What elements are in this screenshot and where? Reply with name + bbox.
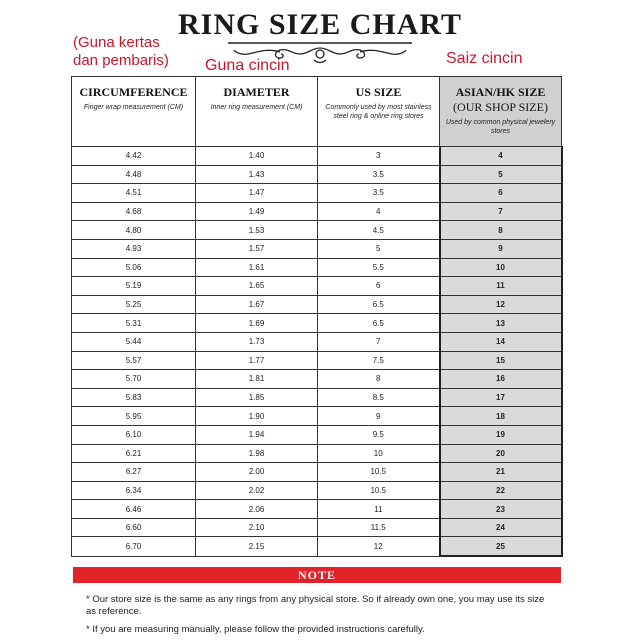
cell-circumference: 4.93: [72, 239, 196, 258]
annotation-use-ring: Guna cincin: [205, 57, 290, 74]
table-header-row: [72, 77, 562, 147]
cell-diameter: 2.06: [196, 500, 318, 519]
cell-circumference: 6.27: [72, 463, 196, 482]
cell-asian-size: 10: [440, 258, 562, 277]
cell-asian-size: 20: [440, 444, 562, 463]
table-row: [72, 481, 562, 500]
cell-diameter: 1.77: [196, 351, 318, 370]
header-asian-size-sub: (OUR SHOP SIZE): [453, 100, 548, 114]
cell-diameter: 2.10: [196, 518, 318, 537]
cell-asian-size: 23: [440, 500, 562, 519]
cell-us-size: 7.5: [318, 351, 440, 370]
cell-circumference: 5.06: [72, 258, 196, 277]
table-row: [72, 518, 562, 537]
header-diameter-desc: Inner ring measurement (CM): [210, 104, 303, 111]
cell-asian-size: 4: [440, 147, 562, 166]
header-us-size: [318, 77, 440, 147]
table-row: [72, 463, 562, 482]
cell-asian-size: 12: [440, 295, 562, 314]
cell-us-size: 8: [318, 370, 440, 389]
cell-circumference: 5.19: [72, 277, 196, 296]
cell-diameter: 1.40: [196, 147, 318, 166]
cell-asian-size: 5: [440, 165, 562, 184]
annotation-ring-size: Saiz cincin: [446, 50, 523, 67]
cell-asian-size: 13: [440, 314, 562, 333]
table-row: [72, 147, 562, 166]
cell-us-size: 11: [318, 500, 440, 519]
annotation-paper-ruler: [73, 34, 169, 70]
cell-diameter: 1.67: [196, 295, 318, 314]
cell-us-size: 9.5: [318, 425, 440, 444]
table-row: [72, 332, 562, 351]
cell-us-size: 6.5: [318, 314, 440, 333]
cell-us-size: 3.5: [318, 184, 440, 203]
cell-us-size: 6.5: [318, 295, 440, 314]
cell-diameter: 1.98: [196, 444, 318, 463]
cell-circumference: 6.70: [72, 537, 196, 556]
table-row: [72, 388, 562, 407]
header-us-size-title: US SIZE: [355, 85, 402, 99]
cell-asian-size: 17: [440, 388, 562, 407]
cell-asian-size: 24: [440, 518, 562, 537]
table-row: [72, 165, 562, 184]
annotation-paper-ruler-text: (Guna kertas dan pembaris): [73, 34, 169, 69]
page-title: RING SIZE CHART: [177, 8, 462, 41]
cell-circumference: 4.42: [72, 147, 196, 166]
cell-diameter: 1.69: [196, 314, 318, 333]
cell-us-size: 12: [318, 537, 440, 556]
cell-circumference: 6.10: [72, 425, 196, 444]
table-row: [72, 239, 562, 258]
cell-circumference: 5.95: [72, 407, 196, 426]
header-us-size-desc: Commonly used by most stainless steel ring & online ring stores: [325, 104, 432, 120]
cell-asian-size: 19: [440, 425, 562, 444]
cell-asian-size: 6: [440, 184, 562, 203]
table-row: [72, 351, 562, 370]
cell-diameter: 1.49: [196, 202, 318, 221]
cell-diameter: 1.94: [196, 425, 318, 444]
cell-us-size: 11.5: [318, 518, 440, 537]
cell-asian-size: 18: [440, 407, 562, 426]
note-heading: NOTE: [73, 567, 561, 583]
cell-us-size: 3: [318, 147, 440, 166]
cell-us-size: 5: [318, 239, 440, 258]
cell-asian-size: 8: [440, 221, 562, 240]
cell-us-size: 4: [318, 202, 440, 221]
table-row: [72, 184, 562, 203]
header-asian-size-title: ASIAN/HK SIZE: [455, 85, 546, 99]
cell-asian-size: 25: [440, 537, 562, 556]
cell-diameter: 1.61: [196, 258, 318, 277]
cell-asian-size: 21: [440, 463, 562, 482]
header-asian-size-desc: Used by common physical jewelery stores: [445, 119, 556, 135]
cell-circumference: 5.57: [72, 351, 196, 370]
cell-diameter: 1.57: [196, 239, 318, 258]
cell-circumference: 5.31: [72, 314, 196, 333]
cell-diameter: 1.90: [196, 407, 318, 426]
cell-us-size: 6: [318, 277, 440, 296]
table-row: [72, 444, 562, 463]
note-list: [86, 594, 556, 642]
cell-us-size: 10.5: [318, 463, 440, 482]
cell-us-size: 4.5: [318, 221, 440, 240]
table-row: [72, 537, 562, 556]
header-diameter: [196, 77, 318, 147]
note-line-1: * Our store size is the same as any rings from any physical store. So if already own one, you may use its size as reference.: [86, 594, 545, 617]
ring-size-table: [71, 76, 563, 557]
cell-circumference: 6.46: [72, 500, 196, 519]
cell-us-size: 10: [318, 444, 440, 463]
table-row: [72, 295, 562, 314]
cell-diameter: 2.00: [196, 463, 318, 482]
cell-diameter: 1.81: [196, 370, 318, 389]
cell-diameter: 1.53: [196, 221, 318, 240]
cell-asian-size: 11: [440, 277, 562, 296]
table-row: [72, 314, 562, 333]
header-circumference-desc: Finger wrap measurement (CM): [83, 104, 184, 111]
cell-asian-size: 14: [440, 332, 562, 351]
cell-us-size: 8.5: [318, 388, 440, 407]
cell-circumference: 6.34: [72, 481, 196, 500]
cell-circumference: 5.70: [72, 370, 196, 389]
cell-circumference: 5.25: [72, 295, 196, 314]
table-row: [72, 258, 562, 277]
cell-circumference: 5.83: [72, 388, 196, 407]
table-row: [72, 221, 562, 240]
table-row: [72, 277, 562, 296]
cell-circumference: 6.21: [72, 444, 196, 463]
cell-diameter: 1.73: [196, 332, 318, 351]
cell-us-size: 5.5: [318, 258, 440, 277]
cell-asian-size: 15: [440, 351, 562, 370]
header-asian-size: [440, 77, 562, 147]
cell-circumference: 4.51: [72, 184, 196, 203]
table-row: [72, 425, 562, 444]
table-row: [72, 370, 562, 389]
cell-diameter: 2.15: [196, 537, 318, 556]
table-row: [72, 407, 562, 426]
cell-diameter: 1.85: [196, 388, 318, 407]
table-body: [72, 147, 562, 557]
header-diameter-title: DIAMETER: [223, 85, 290, 99]
table-row: [72, 202, 562, 221]
cell-diameter: 1.65: [196, 277, 318, 296]
cell-us-size: 7: [318, 332, 440, 351]
cell-us-size: 10.5: [318, 481, 440, 500]
cell-us-size: 9: [318, 407, 440, 426]
cell-asian-size: 16: [440, 370, 562, 389]
cell-circumference: 4.68: [72, 202, 196, 221]
cell-diameter: 1.43: [196, 165, 318, 184]
cell-us-size: 3.5: [318, 165, 440, 184]
header-circumference-title: CIRCUMFERENCE: [79, 85, 188, 99]
cell-circumference: 4.80: [72, 221, 196, 240]
cell-diameter: 2.02: [196, 481, 318, 500]
cell-asian-size: 22: [440, 481, 562, 500]
cell-circumference: 6.60: [72, 518, 196, 537]
cell-diameter: 1.47: [196, 184, 318, 203]
header-circumference: [72, 77, 196, 147]
cell-asian-size: 9: [440, 239, 562, 258]
cell-circumference: 4.48: [72, 165, 196, 184]
cell-asian-size: 7: [440, 202, 562, 221]
cell-circumference: 5.44: [72, 332, 196, 351]
table-row: [72, 500, 562, 519]
note-line-2: * If you are measuring manually, please follow the provided instructions carefully.: [86, 624, 425, 635]
